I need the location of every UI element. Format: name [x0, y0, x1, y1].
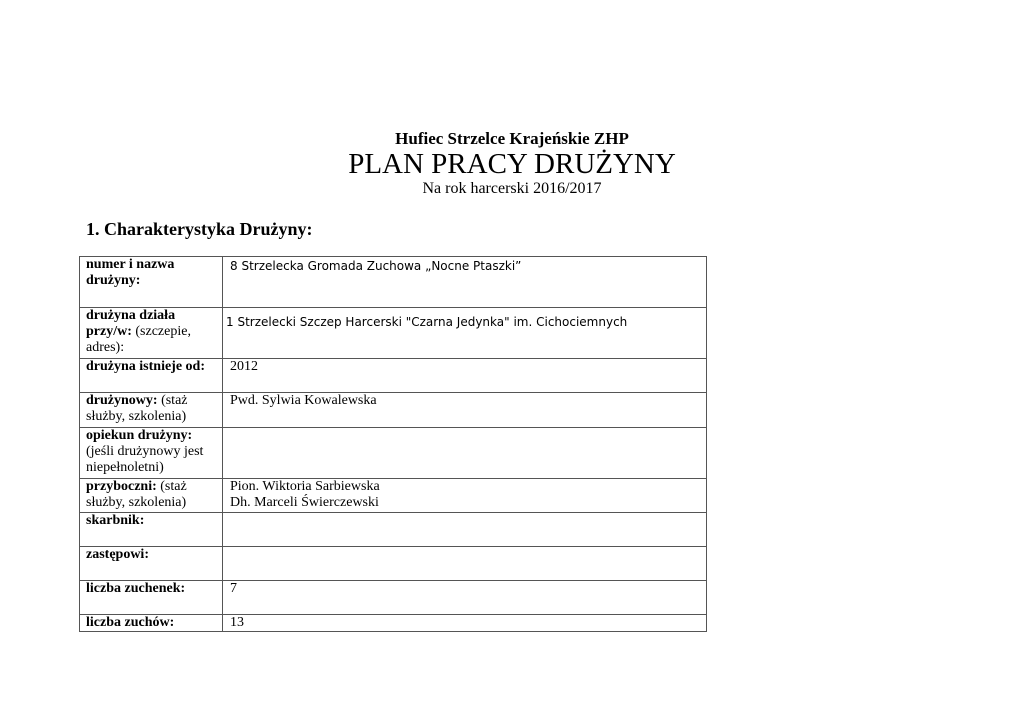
- row-label: liczba zuchenek:: [80, 581, 223, 615]
- table-row: [80, 547, 707, 581]
- organization-name: Hufiec Strzelce Krajeńskie ZHP: [395, 129, 629, 148]
- characteristics-table: [79, 256, 707, 632]
- row-label: przyboczni: (staż służby, szkolenia): [80, 479, 223, 513]
- row-label: drużyna działa przy/w: (szczepie, adres):: [80, 308, 223, 359]
- section-heading: 1. Charakterystyka Drużyny:: [86, 219, 313, 239]
- row-label: drużynowy: (staż służby, szkolenia): [80, 393, 223, 428]
- row-value: [223, 428, 707, 479]
- table-row: [80, 428, 707, 479]
- row-value: 2012: [223, 359, 707, 393]
- row-value: 13: [223, 615, 707, 632]
- row-label: opiekun drużyny: (jeśli drużynowy jest niepełnoletni): [80, 428, 223, 479]
- table-row: [80, 359, 707, 393]
- table-row: [80, 308, 707, 359]
- row-value: [223, 513, 707, 547]
- row-label: numer i nazwa drużyny:: [80, 257, 223, 308]
- row-value: Pion. Wiktoria Sarbiewska Dh. Marceli Świerczewski: [223, 479, 707, 513]
- table-row: [80, 513, 707, 547]
- table-row: [80, 581, 707, 615]
- row-label: drużyna istnieje od:: [80, 359, 223, 393]
- row-value: 1 Strzelecki Szczep Harcerski "Czarna Jedynka" im. Cichociemnych: [223, 308, 707, 359]
- row-value: 8 Strzelecka Gromada Zuchowa „Nocne Ptaszki”: [223, 257, 707, 308]
- row-value: Pwd. Sylwia Kowalewska: [223, 393, 707, 428]
- row-value: 7: [223, 581, 707, 615]
- row-label: skarbnik:: [80, 513, 223, 547]
- page-subtitle: Na rok harcerski 2016/2017: [422, 180, 602, 197]
- table-row: [80, 393, 707, 428]
- page-title: PLAN PRACY DRUŻYNY: [348, 148, 676, 180]
- table-row: [80, 257, 707, 308]
- table-row: [80, 479, 707, 513]
- row-label: liczba zuchów:: [80, 615, 223, 632]
- row-label: zastępowi:: [80, 547, 223, 581]
- table-row: [80, 615, 707, 632]
- row-value: [223, 547, 707, 581]
